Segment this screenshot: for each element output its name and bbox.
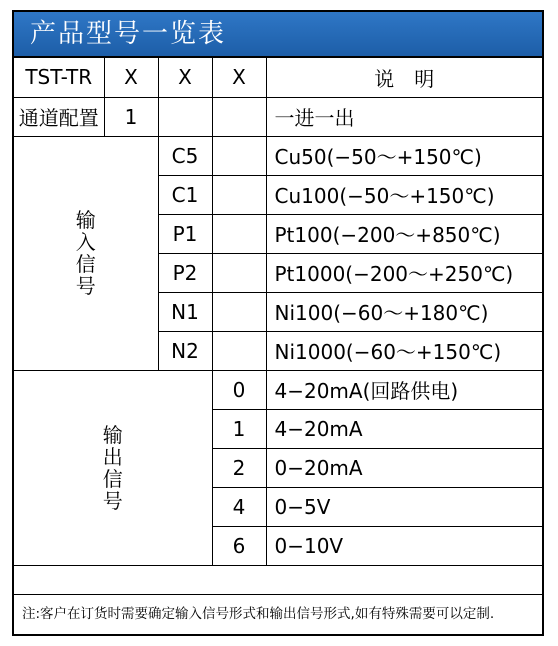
output-desc: 0−20mA: [266, 448, 542, 487]
table-row: [14, 136, 542, 175]
output-desc: 0−5V: [266, 487, 542, 526]
output-desc: 4−20mA: [266, 409, 542, 448]
table-header: [14, 12, 542, 58]
code-row: [14, 58, 542, 97]
output-desc: 4−20mA(回路供电): [266, 370, 542, 409]
input-code: C5: [158, 136, 212, 175]
empty-cell: [212, 97, 266, 136]
input-code: N2: [158, 331, 212, 370]
empty-cell: [212, 253, 266, 292]
channel-row: [14, 97, 542, 136]
output-code: 1: [212, 409, 266, 448]
input-code: C1: [158, 175, 212, 214]
empty-cell: [212, 331, 266, 370]
model-grid: [14, 58, 542, 566]
input-desc: Pt100(−200～+850℃): [266, 214, 542, 253]
table-row: [14, 370, 542, 409]
channel-code: 1: [104, 97, 158, 136]
channel-label: 通道配置: [14, 97, 104, 136]
description-header: 说 明: [266, 58, 542, 97]
empty-cell: [158, 97, 212, 136]
input-signal-label: 输 入 信 号: [14, 136, 158, 370]
model-cell: TST-TR: [14, 58, 104, 97]
output-code: 0: [212, 370, 266, 409]
input-code: P2: [158, 253, 212, 292]
output-desc: 0−10V: [266, 526, 542, 565]
empty-cell: [212, 136, 266, 175]
product-model-table: [12, 10, 544, 636]
code-x2: X: [158, 58, 212, 97]
input-code: N1: [158, 292, 212, 331]
input-desc: Cu100(−50～+150℃): [266, 175, 542, 214]
empty-cell: [212, 292, 266, 331]
input-desc: Cu50(−50～+150℃): [266, 136, 542, 175]
table-title: 产品型号一览表: [30, 19, 227, 49]
empty-cell: [212, 175, 266, 214]
output-code: 2: [212, 448, 266, 487]
input-desc: Pt1000(−200～+250℃): [266, 253, 542, 292]
input-code: P1: [158, 214, 212, 253]
channel-desc: 一进一出: [266, 97, 542, 136]
input-desc: Ni1000(−60～+150℃): [266, 331, 542, 370]
empty-cell: [212, 214, 266, 253]
footnote: 注:客户在订货时需要确定输入信号形式和输出信号形式,如有特殊需要可以定制.: [14, 594, 542, 634]
input-desc: Ni100(−60～+180℃): [266, 292, 542, 331]
code-x1: X: [104, 58, 158, 97]
output-code: 4: [212, 487, 266, 526]
code-x3: X: [212, 58, 266, 97]
output-signal-label: 输 出 信 号: [14, 370, 212, 565]
output-code: 6: [212, 526, 266, 565]
